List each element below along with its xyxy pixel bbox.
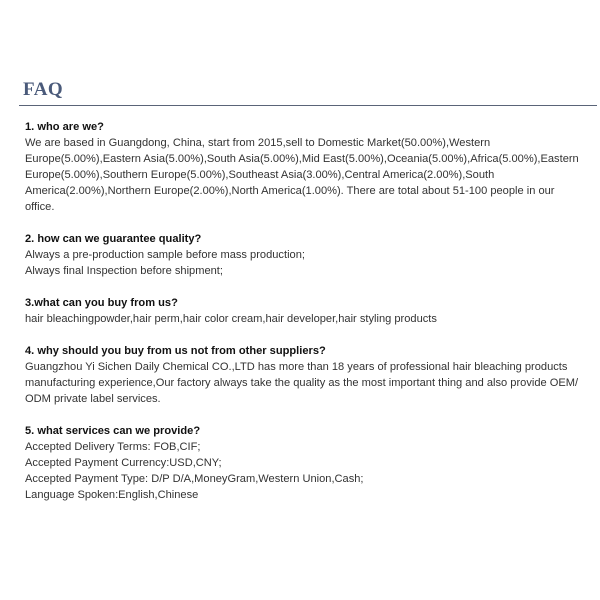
faq-answer-2-line-2: Always final Inspection before shipment; [25,265,223,277]
faq-question-3: 3.what can you buy from us? [25,297,178,309]
faq-item-4 [25,343,585,407]
faq-answer-2-line-1: Always a pre-production sample before mass production; [25,249,305,261]
faq-item-3 [25,295,585,327]
faq-question-5: 5. what services can we provide? [25,425,201,437]
faq-question-2: 2. how can we guarantee quality? [25,233,202,245]
faq-answer-3-line-1: hair bleachingpowder,hair perm,hair color cream,hair developer,hair styling products [25,313,437,325]
faq-answer-5-line-4: Language Spoken:English,Chinese [25,489,199,501]
faq-answer-1-line-1: We are based in Guangdong, China, start from 2015,sell to Domestic Market(50.00%),Western Europe(5.00%),Eastern Asia(5.00%),South Asia(5.00%),Mid East(5.00%),Oceania(5.00%),Africa(5.00%),Eastern Europe(5.00%),Southern Europe(5.00%),Southeast Asia(3.00%),Central America(2.00%),South America(2.00%),Northern Europe(2.00%),North America(1.00%). There are total about 51-100 people in our office. [25,137,579,213]
faq-answer-5-line-3: Accepted Payment Type: D/P D/A,MoneyGram,Western Union,Cash; [25,473,364,485]
faq-answer-4-line-1: Guangzhou Yi Sichen Daily Chemical CO.,LTD has more than 18 years of professional hair bleaching products manufacturing experience,Our factory always take the quality as the most important thing and also provide OEM/ ODM private label services. [25,361,579,405]
faq-answer-5-line-2: Accepted Payment Currency:USD,CNY; [25,457,222,469]
faq-header [23,78,597,102]
title-divider [19,105,597,106]
faq-item-5 [25,423,585,503]
faq-question-4: 4. why should you buy from us not from other suppliers? [25,345,326,357]
faq-answer-5-line-1: Accepted Delivery Terms: FOB,CIF; [25,441,201,453]
faq-item-2 [25,231,585,279]
faq-question-1: 1. who are we? [25,121,104,133]
faq-list [25,119,585,519]
page-title: FAQ [23,79,64,100]
faq-item-1 [25,119,585,215]
